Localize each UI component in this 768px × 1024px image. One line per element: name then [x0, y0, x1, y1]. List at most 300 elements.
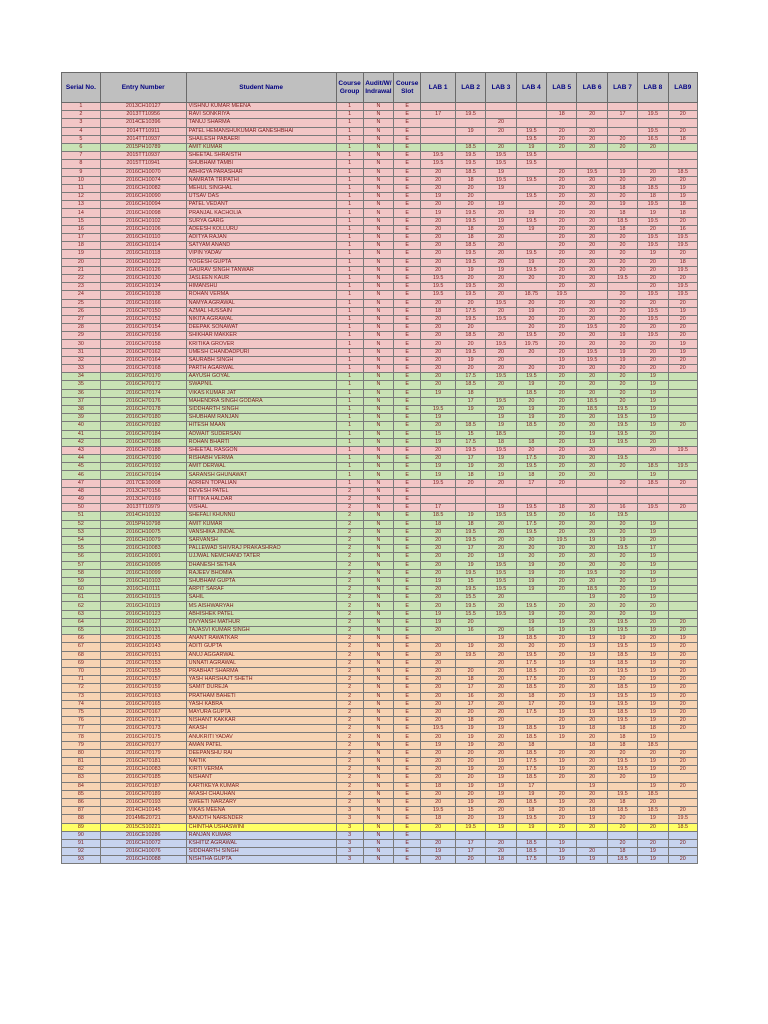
audit-cell: N [363, 667, 393, 675]
lab4-cell: 17.5 [516, 520, 546, 528]
table-row [62, 103, 698, 111]
lab9-cell [668, 569, 697, 577]
lab3-cell: 19.5 [486, 176, 516, 184]
serial-cell: 82 [62, 766, 101, 774]
table-row [62, 373, 698, 381]
lab1-cell: 20 [421, 733, 456, 741]
course-group-cell: 1 [336, 373, 363, 381]
lab3-cell: 20 [486, 798, 516, 806]
lab5-cell: 20 [547, 692, 577, 700]
lab2-cell: 17.5 [455, 307, 485, 315]
lab8-cell: 20 [638, 340, 668, 348]
lab9-cell: 18 [668, 258, 697, 266]
slot-cell: E [394, 807, 421, 815]
lab5-cell: 20 [547, 586, 577, 594]
lab1-cell [421, 496, 456, 504]
lab1-cell: 19 [421, 471, 456, 479]
table-row [62, 594, 698, 602]
lab1-cell: 20 [421, 356, 456, 364]
table-row [62, 766, 698, 774]
course-group-cell: 2 [336, 725, 363, 733]
lab5-cell: 20 [547, 717, 577, 725]
student-name-cell: UNNATI AGRAWAL [186, 659, 336, 667]
student-name-cell: ADRIEN TOPALIAN [186, 479, 336, 487]
course-group-cell: 1 [336, 176, 363, 184]
lab2-cell: 19.5 [455, 250, 485, 258]
lab1-cell: 19 [421, 741, 456, 749]
lab4-cell: 19.5 [516, 504, 546, 512]
audit-cell: N [363, 315, 393, 323]
lab5-cell: 20 [547, 512, 577, 520]
lab5-cell: 20 [547, 520, 577, 528]
lab7-cell: 19 [607, 332, 637, 340]
lab3-cell: 20 [486, 717, 516, 725]
lab1-cell: 19 [421, 414, 456, 422]
student-name-cell: SHIKHAR MAKKER [186, 332, 336, 340]
lab4-cell: 19.5 [516, 250, 546, 258]
lab3-cell: 20 [486, 479, 516, 487]
slot-cell: E [394, 422, 421, 430]
lab8-cell: 19 [638, 586, 668, 594]
slot-cell: E [394, 741, 421, 749]
lab9-cell [668, 831, 697, 839]
lab4-cell: 20 [516, 545, 546, 553]
entry-number-cell: 2013CH70169 [100, 496, 186, 504]
lab7-cell: 18 [607, 741, 637, 749]
course-group-cell: 1 [336, 111, 363, 119]
lab7-cell: 20 [607, 307, 637, 315]
table-row [62, 807, 698, 815]
slot-cell: E [394, 176, 421, 184]
lab7-cell [607, 127, 637, 135]
lab2-cell: 16 [455, 627, 485, 635]
lab6-cell: 20 [577, 528, 607, 536]
lab8-cell: 19 [638, 692, 668, 700]
lab4-cell: 17 [516, 479, 546, 487]
student-name-cell: DEEPANSHU RAI [186, 749, 336, 757]
table-row [62, 512, 698, 520]
lab8-cell [638, 160, 668, 168]
lab8-cell: 19.5 [638, 315, 668, 323]
student-name-cell: BANOTH NARENDER [186, 815, 336, 823]
audit-cell: N [363, 708, 393, 716]
lab3-cell [486, 496, 516, 504]
student-name-cell: CHINTHA USHASWINI [186, 823, 336, 831]
lab7-cell: 19.5 [607, 618, 637, 626]
course-group-cell: 2 [336, 643, 363, 651]
lab7-cell: 20 [607, 340, 637, 348]
course-group-cell: 2 [336, 766, 363, 774]
lab7-cell: 18 [607, 184, 637, 192]
serial-cell: 68 [62, 651, 101, 659]
lab9-cell: 20 [668, 667, 697, 675]
lab8-cell: 19 [638, 651, 668, 659]
course-group-cell: 1 [336, 340, 363, 348]
lab8-cell: 20 [638, 356, 668, 364]
serial-cell: 40 [62, 422, 101, 430]
header-entry-number: Entry Number [100, 73, 186, 103]
lab4-cell: 19 [516, 569, 546, 577]
lab9-cell [668, 119, 697, 127]
lab9-cell: 20 [668, 807, 697, 815]
audit-cell: N [363, 569, 393, 577]
lab8-cell: 19.5 [638, 127, 668, 135]
header-audit-withdrawal: Audit/W/ Indrawal [363, 73, 393, 103]
lab9-cell [668, 487, 697, 495]
lab4-cell: 18.5 [516, 798, 546, 806]
lab7-cell: 20 [607, 324, 637, 332]
lab2-cell: 20 [455, 324, 485, 332]
lab8-cell: 19 [638, 659, 668, 667]
lab5-cell: 20 [547, 414, 577, 422]
lab6-cell: 19.5 [577, 356, 607, 364]
lab7-cell [607, 487, 637, 495]
student-name-cell: JASLEEN KAUR [186, 274, 336, 282]
lab4-cell: 19.5 [516, 127, 546, 135]
lab6-cell: 18.5 [577, 405, 607, 413]
entry-number-cell: 2016CH70174 [100, 389, 186, 397]
student-name-cell: SIDDHARTH SINGH [186, 848, 336, 856]
lab4-cell [516, 184, 546, 192]
lab1-cell: 19.5 [421, 274, 456, 282]
lab9-cell [668, 586, 697, 594]
audit-cell: N [363, 405, 393, 413]
slot-cell: E [394, 103, 421, 111]
lab7-cell [607, 496, 637, 504]
course-group-cell: 2 [336, 758, 363, 766]
entry-number-cell: 2016CH70176 [100, 397, 186, 405]
lab5-cell [547, 831, 577, 839]
lab2-cell: 20 [455, 815, 485, 823]
student-name-cell: RAJEEV BHOMIA [186, 569, 336, 577]
lab6-cell: 20 [577, 561, 607, 569]
lab5-cell: 19 [547, 798, 577, 806]
lab4-cell [516, 356, 546, 364]
lab1-cell: 19 [421, 389, 456, 397]
table-row [62, 700, 698, 708]
student-name-cell: SWAPNIL [186, 381, 336, 389]
slot-cell: E [394, 283, 421, 291]
header-lab2: LAB 2 [455, 73, 485, 103]
slot-cell: E [394, 119, 421, 127]
audit-cell: N [363, 512, 393, 520]
student-name-cell: AMIT KUMAR [186, 143, 336, 151]
lab6-cell: 20 [577, 127, 607, 135]
lab9-cell [668, 414, 697, 422]
lab2-cell: 20 [455, 340, 485, 348]
lab1-cell: 20 [421, 348, 456, 356]
lab2-cell: 15 [455, 577, 485, 585]
lab9-cell: 20 [668, 618, 697, 626]
student-name-cell: SHEETAL SHRAISTH [186, 152, 336, 160]
lab9-cell: 20 [668, 782, 697, 790]
lab3-cell: 20 [486, 700, 516, 708]
lab7-cell: 20 [607, 610, 637, 618]
lab9-cell: 20 [668, 692, 697, 700]
lab6-cell: 20 [577, 389, 607, 397]
lab1-cell [421, 127, 456, 135]
entry-number-cell: 2016CH10103 [100, 577, 186, 585]
lab9-cell [668, 520, 697, 528]
serial-cell: 14 [62, 209, 101, 217]
lab4-cell: 19.5 [516, 266, 546, 274]
serial-cell: 22 [62, 274, 101, 282]
lab7-cell: 19.5 [607, 422, 637, 430]
header-lab7: LAB 7 [607, 73, 637, 103]
entry-number-cell: 2016CH10106 [100, 225, 186, 233]
table-row [62, 143, 698, 151]
lab8-cell: 18.5 [638, 184, 668, 192]
lab6-cell: 18 [577, 725, 607, 733]
table-row [62, 528, 698, 536]
lab5-cell [547, 160, 577, 168]
lab7-cell: 20 [607, 577, 637, 585]
table-row [62, 119, 698, 127]
lab2-cell: 18.5 [455, 143, 485, 151]
lab4-cell: 19.5 [516, 332, 546, 340]
lab2-cell: 18 [455, 176, 485, 184]
lab7-cell: 20 [607, 479, 637, 487]
lab5-cell: 20 [547, 553, 577, 561]
course-group-cell: 2 [336, 659, 363, 667]
student-name-cell: SATYAM ANAND [186, 242, 336, 250]
entry-number-cell: 2016CH70188 [100, 446, 186, 454]
entry-number-cell: 2016CH70150 [100, 307, 186, 315]
slot-cell: E [394, 217, 421, 225]
lab2-cell: 18 [455, 520, 485, 528]
lab2-cell: 19.5 [455, 283, 485, 291]
lab8-cell: 18.5 [638, 741, 668, 749]
lab9-cell: 19.5 [668, 283, 697, 291]
lab2-cell: 18 [455, 676, 485, 684]
audit-cell: N [363, 168, 393, 176]
serial-cell: 62 [62, 602, 101, 610]
lab8-cell: 20 [638, 258, 668, 266]
lab7-cell: 20 [607, 389, 637, 397]
lab3-cell: 20 [486, 250, 516, 258]
slot-cell: E [394, 135, 421, 143]
course-group-cell: 2 [336, 749, 363, 757]
entry-number-cell: 2016CH10074 [100, 176, 186, 184]
lab7-cell: 19.5 [607, 430, 637, 438]
course-group-cell: 1 [336, 283, 363, 291]
lab4-cell: 19.5 [516, 135, 546, 143]
lab3-cell [486, 487, 516, 495]
entry-number-cell: 2016CH70163 [100, 692, 186, 700]
lab5-cell: 20 [547, 643, 577, 651]
lab9-cell [668, 373, 697, 381]
lab1-cell: 20 [421, 659, 456, 667]
lab6-cell: 20 [577, 798, 607, 806]
lab9-cell: 20 [668, 422, 697, 430]
audit-cell: N [363, 356, 393, 364]
table-row [62, 815, 698, 823]
lab2-cell: 15.5 [455, 594, 485, 602]
lab1-cell: 20 [421, 856, 456, 864]
entry-number-cell: 2016CH70155 [100, 667, 186, 675]
entry-number-cell: 2016CH10098 [100, 209, 186, 217]
lab3-cell: 19.5 [486, 299, 516, 307]
lab1-cell: 20 [421, 381, 456, 389]
lab7-cell: 18.5 [607, 659, 637, 667]
lab9-cell: 20 [668, 274, 697, 282]
lab5-cell [547, 496, 577, 504]
lab7-cell: 19.5 [607, 405, 637, 413]
table-row [62, 168, 698, 176]
lab6-cell: 20 [577, 758, 607, 766]
course-group-cell: 2 [336, 561, 363, 569]
lab2-cell: 18 [455, 225, 485, 233]
lab6-cell [577, 831, 607, 839]
audit-cell: N [363, 717, 393, 725]
audit-cell: N [363, 831, 393, 839]
audit-cell: N [363, 455, 393, 463]
lab7-cell: 19.5 [607, 545, 637, 553]
serial-cell: 5 [62, 135, 101, 143]
lab8-cell: 20 [638, 536, 668, 544]
table-row [62, 405, 698, 413]
table-row [62, 430, 698, 438]
lab6-cell: 19 [577, 708, 607, 716]
entry-number-cell: 2016CH10088 [100, 856, 186, 864]
lab8-cell: 20 [638, 602, 668, 610]
lab2-cell: 19 [455, 741, 485, 749]
lab2-cell: 20 [455, 274, 485, 282]
lab8-cell: 19 [638, 520, 668, 528]
entry-number-cell: 2016CH10166 [100, 299, 186, 307]
lab3-cell [486, 111, 516, 119]
lab9-cell: 19.5 [668, 234, 697, 242]
lab2-cell: 19.5 [455, 160, 485, 168]
lab4-cell: 19 [516, 823, 546, 831]
lab2-cell [455, 103, 485, 111]
lab1-cell: 19.5 [421, 152, 456, 160]
serial-cell: 9 [62, 168, 101, 176]
lab6-cell: 19 [577, 676, 607, 684]
lab2-cell: 19 [455, 643, 485, 651]
course-group-cell: 1 [336, 389, 363, 397]
lab1-cell: 20 [421, 594, 456, 602]
course-group-cell: 2 [336, 733, 363, 741]
entry-number-cell: 2013TT10956 [100, 111, 186, 119]
lab9-cell: 20 [668, 684, 697, 692]
lab6-cell: 20 [577, 111, 607, 119]
entry-number-cell: 2016CH10130 [100, 274, 186, 282]
lab9-cell [668, 397, 697, 405]
lab6-cell [577, 839, 607, 847]
student-name-cell: SHAILESH PABAERI [186, 135, 336, 143]
lab8-cell: 19 [638, 856, 668, 864]
audit-cell: N [363, 610, 393, 618]
entry-number-cell: 2016CH10110 [100, 234, 186, 242]
lab4-cell [516, 103, 546, 111]
course-group-cell: 2 [336, 717, 363, 725]
entry-number-cell: 2016CH10115 [100, 594, 186, 602]
lab7-cell: 19.5 [607, 414, 637, 422]
lab4-cell: 18.5 [516, 839, 546, 847]
lab4-cell: 20 [516, 536, 546, 544]
lab2-cell: 19.5 [455, 528, 485, 536]
student-name-cell: ABHIGYA PARASHAR [186, 168, 336, 176]
lab9-cell: 19.5 [668, 266, 697, 274]
table-row [62, 684, 698, 692]
table-row [62, 471, 698, 479]
lab7-cell: 18.5 [607, 684, 637, 692]
lab8-cell: 20 [638, 749, 668, 757]
lab3-cell: 19 [486, 758, 516, 766]
entry-number-cell: 2016CH10072 [100, 839, 186, 847]
slot-cell: E [394, 635, 421, 643]
lab3-cell: 20 [486, 283, 516, 291]
student-name-cell: VIPIN YADAV [186, 250, 336, 258]
lab6-cell: 20 [577, 602, 607, 610]
lab5-cell: 20 [547, 774, 577, 782]
lab7-cell: 20 [607, 193, 637, 201]
entry-number-cell: 2016CH70152 [100, 315, 186, 323]
lab5-cell: 19 [547, 627, 577, 635]
lab9-cell: 19.5 [668, 463, 697, 471]
lab2-cell: 18.5 [455, 332, 485, 340]
table-row [62, 610, 698, 618]
slot-cell: E [394, 438, 421, 446]
lab4-cell: 20 [516, 643, 546, 651]
lab8-cell: 20 [638, 430, 668, 438]
slot-cell: E [394, 839, 421, 847]
student-name-cell: GAURAV SINGH TANWAR [186, 266, 336, 274]
student-name-cell: RANJAN KUMAR [186, 831, 336, 839]
lab3-cell: 20 [486, 242, 516, 250]
serial-cell: 42 [62, 438, 101, 446]
lab1-cell: 20 [421, 528, 456, 536]
slot-cell: E [394, 225, 421, 233]
course-group-cell: 2 [336, 651, 363, 659]
course-group-cell: 2 [336, 504, 363, 512]
audit-cell: N [363, 594, 393, 602]
course-group-cell: 1 [336, 381, 363, 389]
lab2-cell: 19.5 [455, 217, 485, 225]
serial-cell: 78 [62, 733, 101, 741]
lab3-cell: 19 [486, 422, 516, 430]
lab7-cell: 19.5 [607, 692, 637, 700]
lab1-cell: 20 [421, 790, 456, 798]
lab3-cell: 19.5 [486, 160, 516, 168]
lab6-cell: 20 [577, 135, 607, 143]
course-group-cell: 3 [336, 815, 363, 823]
lab4-cell: 17.5 [516, 758, 546, 766]
slot-cell: E [394, 152, 421, 160]
lab9-cell: 18 [668, 135, 697, 143]
lab4-cell: 18.5 [516, 635, 546, 643]
lab1-cell: 18.5 [421, 512, 456, 520]
lab9-cell [668, 553, 697, 561]
lab9-cell [668, 741, 697, 749]
lab1-cell [421, 143, 456, 151]
entry-number-cell: 2016CH10082 [100, 184, 186, 192]
lab4-cell [516, 242, 546, 250]
lab1-cell: 19.5 [421, 291, 456, 299]
lab8-cell: 20 [638, 274, 668, 282]
lab7-cell: 18 [607, 848, 637, 856]
lab2-cell: 19.5 [455, 586, 485, 594]
student-name-cell: UTSAV DAS [186, 193, 336, 201]
lab7-cell: 20 [607, 315, 637, 323]
audit-cell: N [363, 545, 393, 553]
lab2-cell: 15 [455, 807, 485, 815]
lab8-cell: 19 [638, 414, 668, 422]
lab8-cell: 19 [638, 389, 668, 397]
student-name-cell: DHANESH SETHIA [186, 561, 336, 569]
lab2-cell: 18.5 [455, 381, 485, 389]
